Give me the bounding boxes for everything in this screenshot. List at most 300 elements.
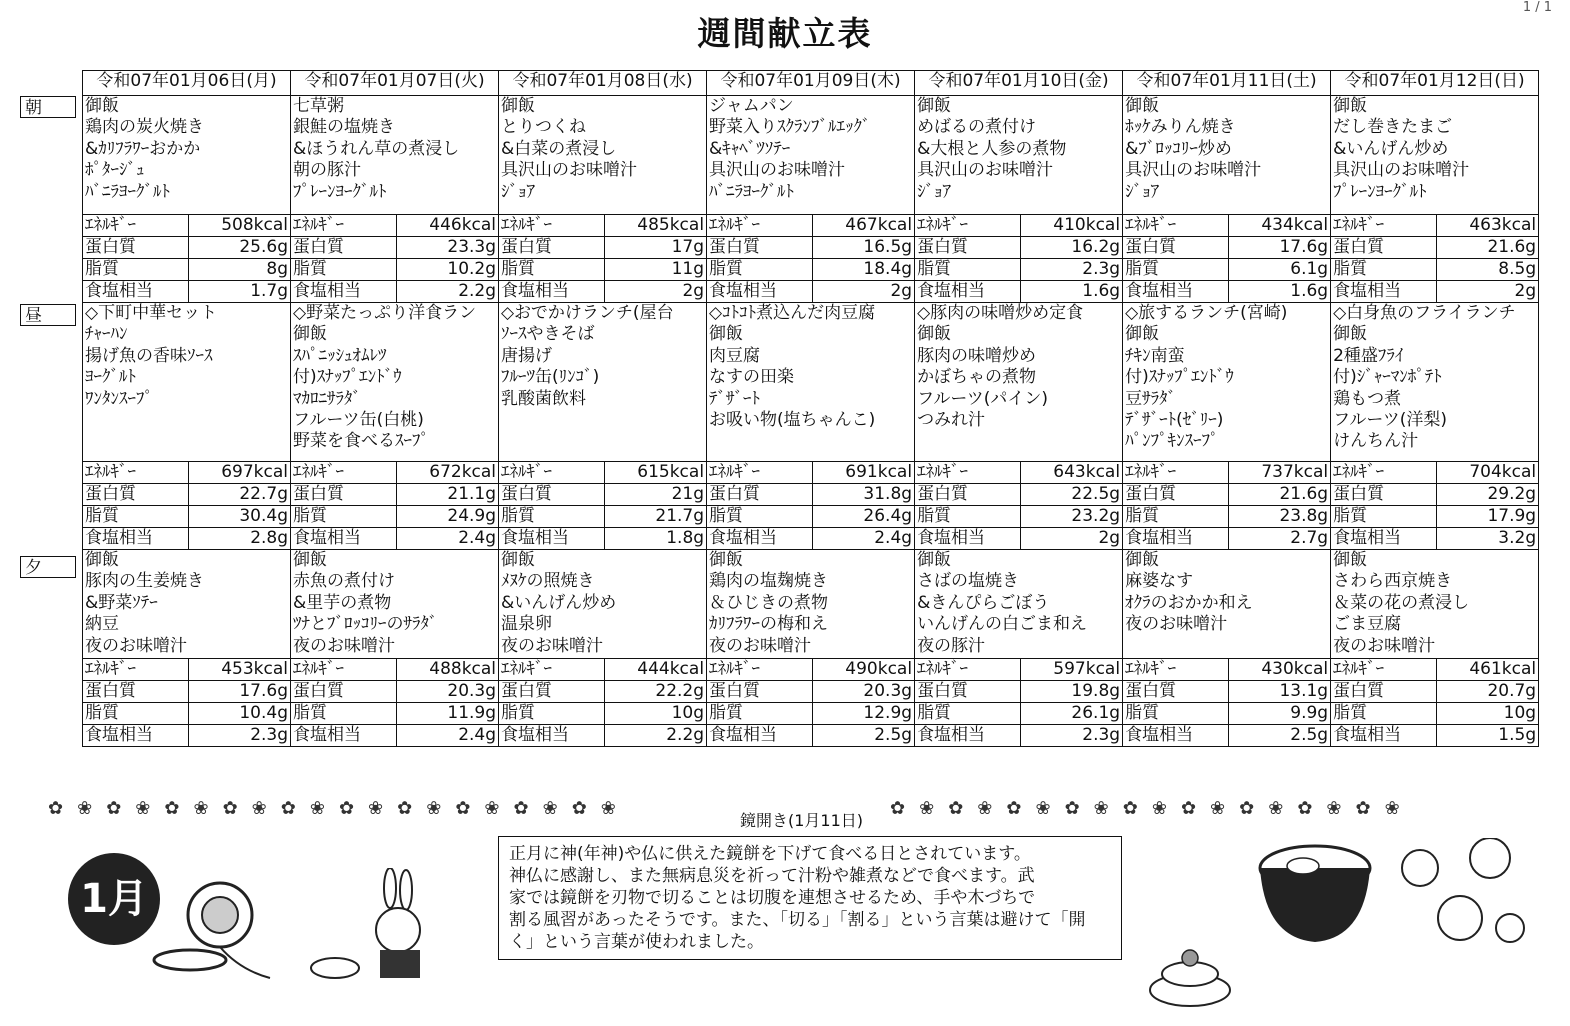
column-body: 正月に神(年神)や仏に供えた鏡餅を下げて食べる日とされています。 神仏に感謝し、また無病息災を祈って汁粉や雑煮などで食べます。武 家では鏡餅を刃物で切ることは切腹を連想させるため、手や木づちで 割る風習があったそうです。また、「切る」「割る」という言葉は避けて「開 く」という言葉が使われました。	[498, 836, 1122, 960]
salt-label: 食塩相当	[1331, 281, 1437, 303]
dish-item: ﾊﾞﾆﾗﾖｰｸﾞﾙﾄ	[709, 181, 795, 202]
flower-icon: ❀	[1151, 797, 1167, 819]
protein-label: 蛋白質	[499, 484, 605, 506]
dish-item: 御飯	[293, 324, 328, 345]
dish-item: &いんげん炒め	[501, 592, 617, 613]
protein-value: 21g	[605, 484, 707, 506]
flower-icon: ❀	[484, 797, 500, 819]
protein-label: 蛋白質	[707, 484, 813, 506]
dish-item: 野菜を食べるｽｰﾌﾟ	[293, 431, 430, 452]
fat-label: 脂質	[291, 703, 397, 725]
energy-label: ｴﾈﾙｷﾞｰ	[499, 215, 605, 237]
flower-icon: ❀	[368, 797, 384, 819]
salt-label: 食塩相当	[291, 725, 397, 747]
dish-item: ﾊﾟﾝﾌﾟｷﾝｽｰﾌﾟ	[1125, 431, 1219, 452]
menu-table	[82, 70, 1539, 747]
kagami-mochi-icon: ✿	[397, 797, 413, 819]
salt-label: 食塩相当	[707, 281, 813, 303]
meal-label-dinner: 夕	[20, 556, 76, 578]
dish-item: お吸い物(塩ちゃんこ)	[709, 409, 876, 430]
protein-label: 蛋白質	[1331, 681, 1437, 703]
dish-item: さばの塩焼き	[917, 571, 1020, 592]
salt-label: 食塩相当	[83, 725, 189, 747]
flower-icon: ❀	[1384, 797, 1400, 819]
protein-value: 20.3g	[397, 681, 499, 703]
energy-value: 410kcal	[1021, 215, 1123, 237]
fat-value: 26.1g	[1021, 703, 1123, 725]
salt-label: 食塩相当	[1123, 725, 1229, 747]
protein-value: 20.3g	[813, 681, 915, 703]
dish-item: ◇旅するランチ(宮崎)	[1125, 303, 1288, 323]
protein-value: 17.6g	[1229, 237, 1331, 259]
protein-value: 22.2g	[605, 681, 707, 703]
dish-item: 揚げ魚の香味ｿｰｽ	[85, 345, 213, 366]
salt-label: 食塩相当	[1123, 528, 1229, 550]
lunch-dishes	[1331, 303, 1539, 462]
fat-value: 10g	[1437, 703, 1539, 725]
kagami-mochi-icon: ✿	[1355, 797, 1371, 819]
flower-icon: ❀	[193, 797, 209, 819]
fat-label: 脂質	[499, 259, 605, 281]
flower-icon: ❀	[309, 797, 325, 819]
dish-item: 御飯	[917, 324, 952, 345]
flower-icon: ❀	[251, 797, 267, 819]
flower-icon: ❀	[1268, 797, 1284, 819]
dish-item: 御飯	[501, 550, 536, 570]
dish-item: フルーツ缶(白桃)	[293, 409, 424, 430]
dinner-dishes	[499, 550, 707, 659]
fat-label: 脂質	[83, 506, 189, 528]
fat-value: 26.4g	[813, 506, 915, 528]
energy-label: ｴﾈﾙｷﾞｰ	[83, 462, 189, 484]
dish-item: 銀鮭の塩焼き	[293, 117, 396, 138]
lunch-dishes	[1123, 303, 1331, 462]
protein-label: 蛋白質	[83, 681, 189, 703]
salt-label: 食塩相当	[915, 281, 1021, 303]
salt-value: 1.5g	[1437, 725, 1539, 747]
fat-label: 脂質	[291, 259, 397, 281]
dish-item: ﾃﾞｻﾞｰﾄ(ｾﾞﾘｰ)	[1125, 409, 1224, 430]
fat-value: 21.7g	[605, 506, 707, 528]
dish-item: 野菜入りｽｸﾗﾝﾌﾞﾙｴｯｸﾞ	[709, 117, 871, 138]
rabbit-illustration	[300, 868, 460, 988]
energy-value: 485kcal	[605, 215, 707, 237]
dish-item: 七草粥	[293, 96, 345, 116]
protein-label: 蛋白質	[1331, 484, 1437, 506]
dish-item: &ほうれん草の煮浸し	[293, 138, 460, 159]
flower-icon: ❀	[1093, 797, 1109, 819]
dish-item: 御飯	[85, 96, 119, 116]
fat-value: 23.2g	[1021, 506, 1123, 528]
dish-item: ﾌﾙｰﾂ缶(ﾘﾝｺﾞ)	[501, 367, 600, 388]
protein-value: 29.2g	[1437, 484, 1539, 506]
protein-label: 蛋白質	[707, 237, 813, 259]
fat-value: 8.5g	[1437, 259, 1539, 281]
kagami-mochi-icon: ✿	[1064, 797, 1080, 819]
protein-value: 16.2g	[1021, 237, 1123, 259]
salt-value: 2.7g	[1229, 528, 1331, 550]
breakfast-dishes	[83, 96, 291, 215]
fat-label: 脂質	[291, 506, 397, 528]
salt-value: 2.4g	[397, 725, 499, 747]
protein-value: 22.5g	[1021, 484, 1123, 506]
dish-item: 夜の豚汁	[917, 635, 986, 656]
breakfast-dishes	[1331, 96, 1539, 215]
date-header: 令和07年01月11日(土)	[1123, 71, 1331, 96]
salt-label: 食塩相当	[915, 725, 1021, 747]
protein-value: 21.6g	[1229, 484, 1331, 506]
dish-item: 付)ｼﾞｬｰﾏﾝﾎﾟﾃﾄ	[1333, 367, 1442, 388]
fat-value: 10.2g	[397, 259, 499, 281]
dish-item: ﾁｷﾝ南蛮	[1125, 345, 1185, 366]
dish-item: 夜のお味噌汁	[501, 635, 604, 656]
protein-label: 蛋白質	[1123, 237, 1229, 259]
salt-value: 2g	[1437, 281, 1539, 303]
fat-label: 脂質	[499, 506, 605, 528]
dish-item: ごま豆腐	[1333, 614, 1402, 635]
breakfast-dishes	[291, 96, 499, 215]
dish-item: 御飯	[293, 550, 328, 570]
dish-item: ｶﾘﾌﾗﾜｰの梅和え	[709, 614, 829, 635]
dish-item: 具沢山のお味噌汁	[709, 160, 846, 181]
energy-label: ｴﾈﾙｷﾞｰ	[83, 215, 189, 237]
dish-item: ﾖｰｸﾞﾙﾄ	[85, 367, 136, 388]
dish-item: 御飯	[1125, 96, 1160, 116]
dish-item: 納豆	[85, 614, 119, 635]
dish-item: 朝の豚汁	[293, 160, 362, 181]
fat-label: 脂質	[1331, 259, 1437, 281]
dish-item: &ﾌﾞﾛｯｺﾘｰ炒め	[1125, 138, 1232, 159]
dish-item: ｼﾞｮｱ	[917, 181, 952, 202]
kagami-mochi-icon: ✿	[164, 797, 180, 819]
kagami-mochi-icon: ✿	[455, 797, 471, 819]
dish-item: 付)ｽﾅｯﾌﾟｴﾝﾄﾞｳ	[293, 367, 402, 388]
fat-value: 12.9g	[813, 703, 915, 725]
dish-item: なすの田楽	[709, 367, 795, 388]
lunch-dishes	[707, 303, 915, 462]
dinner-dishes	[291, 550, 499, 659]
energy-value: 597kcal	[1021, 659, 1123, 681]
energy-label: ｴﾈﾙｷﾞｰ	[1331, 659, 1437, 681]
flower-icon: ❀	[977, 797, 993, 819]
dish-item: ◇豚肉の味噌炒め定食	[917, 303, 1084, 323]
decoration-row-left	[48, 788, 616, 828]
protein-value: 17g	[605, 237, 707, 259]
energy-label: ｴﾈﾙｷﾞｰ	[499, 659, 605, 681]
fat-value: 11.9g	[397, 703, 499, 725]
energy-value: 446kcal	[397, 215, 499, 237]
dish-item: 肉豆腐	[709, 345, 761, 366]
salt-label: 食塩相当	[499, 528, 605, 550]
salt-value: 1.8g	[605, 528, 707, 550]
protein-label: 蛋白質	[83, 484, 189, 506]
salt-label: 食塩相当	[707, 725, 813, 747]
energy-value: 691kcal	[813, 462, 915, 484]
salt-label: 食塩相当	[1123, 281, 1229, 303]
fat-label: 脂質	[1331, 506, 1437, 528]
date-header: 令和07年01月10日(金)	[915, 71, 1123, 96]
fat-label: 脂質	[915, 259, 1021, 281]
breakfast-dishes	[915, 96, 1123, 215]
kagami-mochi-icon: ✿	[1006, 797, 1022, 819]
date-header: 令和07年01月08日(水)	[499, 71, 707, 96]
protein-value: 31.8g	[813, 484, 915, 506]
energy-value: 490kcal	[813, 659, 915, 681]
dish-item: 2種盛ﾌﾗｲ	[1333, 345, 1404, 366]
energy-value: 488kcal	[397, 659, 499, 681]
dish-item: 鶏もつ煮	[1333, 388, 1402, 409]
dish-item: ◇ｺﾄｺﾄ煮込んだ肉豆腐	[709, 303, 876, 323]
dish-item: とりつくね	[501, 117, 587, 138]
protein-value: 25.6g	[189, 237, 291, 259]
page-number: 1 / 1	[1522, 0, 1552, 15]
protein-label: 蛋白質	[1123, 681, 1229, 703]
dish-item: 豆ｻﾗﾀﾞ	[1125, 388, 1177, 409]
dish-item: ﾁｬｰﾊﾝ	[85, 324, 128, 345]
salt-label: 食塩相当	[1331, 528, 1437, 550]
kagami-mochi-illustration	[1140, 940, 1240, 1020]
energy-value: 697kcal	[189, 462, 291, 484]
dish-item: ◇野菜たっぷり洋食ラン	[293, 303, 477, 323]
kagami-mochi-icon: ✿	[948, 797, 964, 819]
energy-label: ｴﾈﾙｷﾞｰ	[1331, 215, 1437, 237]
energy-value: 508kcal	[189, 215, 291, 237]
protein-label: 蛋白質	[291, 484, 397, 506]
salt-value: 2g	[813, 281, 915, 303]
flower-icon: ❀	[1326, 797, 1342, 819]
fat-label: 脂質	[915, 703, 1021, 725]
kagami-mochi-icon: ✿	[1180, 797, 1197, 819]
protein-value: 19.8g	[1021, 681, 1123, 703]
kagami-mochi-icon: ✿	[1122, 797, 1138, 819]
decoration-row-right	[890, 788, 1400, 828]
dish-item: ﾂﾅとﾌﾞﾛｯｺﾘｰのｻﾗﾀﾞ	[293, 614, 438, 635]
column-heading: 鏡開き(1月11日)	[740, 811, 864, 830]
dish-item: 御飯	[501, 96, 536, 116]
lunch-dishes	[499, 303, 707, 462]
salt-label: 食塩相当	[915, 528, 1021, 550]
dish-item: ｿｰｽやきそば	[501, 324, 595, 345]
dish-item: 豚肉の味噌炒め	[917, 345, 1037, 366]
kagami-mochi-icon: ✿	[1239, 797, 1255, 819]
dish-item: 夜のお味噌汁	[709, 635, 812, 656]
dish-item: だし巻きたまご	[1333, 117, 1453, 138]
dish-item: ﾊﾞﾆﾗﾖｰｸﾞﾙﾄ	[85, 181, 170, 202]
fat-label: 脂質	[1123, 259, 1229, 281]
protein-label: 蛋白質	[291, 681, 397, 703]
energy-label: ｴﾈﾙｷﾞｰ	[83, 659, 189, 681]
dish-item: 御飯	[709, 550, 744, 570]
energy-value: 467kcal	[813, 215, 915, 237]
salt-label: 食塩相当	[499, 281, 605, 303]
energy-value: 434kcal	[1229, 215, 1331, 237]
dinner-dishes	[1123, 550, 1331, 659]
dinner-dishes	[1331, 550, 1539, 659]
dish-item: 御飯	[1333, 550, 1368, 570]
salt-value: 1.6g	[1229, 281, 1331, 303]
dish-item: 夜のお味噌汁	[1333, 635, 1436, 656]
protein-label: 蛋白質	[1123, 484, 1229, 506]
dinner-dishes	[915, 550, 1123, 659]
dish-item: 具沢山のお味噌汁	[1333, 160, 1470, 181]
protein-value: 21.1g	[397, 484, 499, 506]
energy-label: ｴﾈﾙｷﾞｰ	[915, 659, 1021, 681]
fat-label: 脂質	[707, 506, 813, 528]
dish-item: 御飯	[917, 550, 952, 570]
dish-item: 御飯	[1333, 96, 1368, 116]
dish-item: つみれ汁	[917, 409, 986, 430]
dish-item: フルーツ(パイン)	[917, 388, 1048, 409]
flower-icon: ❀	[542, 797, 558, 819]
dish-item: 具沢山のお味噌汁	[501, 160, 638, 181]
protein-label: 蛋白質	[707, 681, 813, 703]
lunch-dishes	[291, 303, 499, 462]
protein-label: 蛋白質	[499, 237, 605, 259]
dish-item: 御飯	[917, 96, 952, 116]
dish-item: &ｶﾘﾌﾗﾜｰおかか	[85, 138, 201, 159]
dish-item: ﾎｯｹみりん焼き	[1125, 117, 1236, 138]
lunch-dishes	[83, 303, 291, 462]
protein-value: 21.6g	[1437, 237, 1539, 259]
dish-item: &野菜ｿﾃｰ	[85, 592, 158, 613]
kagami-mochi-icon: ✿	[48, 797, 64, 819]
dish-item: めばるの煮付け	[917, 117, 1037, 138]
dish-item: ﾒﾇｹの照焼き	[501, 571, 595, 592]
salt-value: 2.3g	[189, 725, 291, 747]
salt-value: 2.4g	[813, 528, 915, 550]
dish-item: ﾎﾟﾀｰｼﾞｭ	[85, 160, 145, 181]
fat-value: 17.9g	[1437, 506, 1539, 528]
fat-value: 18.4g	[813, 259, 915, 281]
dish-item: 具沢山のお味噌汁	[917, 160, 1054, 181]
fat-label: 脂質	[915, 506, 1021, 528]
fat-value: 23.8g	[1229, 506, 1331, 528]
energy-value: 672kcal	[397, 462, 499, 484]
fat-value: 6.1g	[1229, 259, 1331, 281]
dish-item: &里芋の煮物	[293, 592, 392, 613]
ozoni-bowl-illustration	[1255, 838, 1375, 948]
dish-item: けんちん汁	[1333, 431, 1419, 452]
protein-value: 20.7g	[1437, 681, 1539, 703]
energy-value: 704kcal	[1437, 462, 1539, 484]
protein-label: 蛋白質	[915, 237, 1021, 259]
energy-value: 430kcal	[1229, 659, 1331, 681]
protein-label: 蛋白質	[915, 484, 1021, 506]
date-header: 令和07年01月07日(火)	[291, 71, 499, 96]
protein-value: 22.7g	[189, 484, 291, 506]
dish-item: 豚肉の生姜焼き	[85, 571, 204, 592]
date-header: 令和07年01月09日(木)	[707, 71, 915, 96]
protein-value: 23.3g	[397, 237, 499, 259]
salt-value: 2.8g	[189, 528, 291, 550]
protein-label: 蛋白質	[1331, 237, 1437, 259]
salt-value: 2.3g	[1021, 725, 1123, 747]
dish-item: 乳酸菌飲料	[501, 388, 587, 409]
breakfast-dishes	[499, 96, 707, 215]
date-header: 令和07年01月12日(日)	[1331, 71, 1539, 96]
energy-value: 643kcal	[1021, 462, 1123, 484]
protein-label: 蛋白質	[915, 681, 1021, 703]
fat-label: 脂質	[707, 703, 813, 725]
energy-label: ｴﾈﾙｷﾞｰ	[1123, 215, 1229, 237]
fat-label: 脂質	[83, 703, 189, 725]
dish-item: 御飯	[1125, 550, 1160, 570]
kagami-mochi-icon: ✿	[890, 797, 906, 819]
dish-item: さわら西京焼き	[1333, 571, 1453, 592]
dish-item: ジャムパン	[709, 96, 794, 116]
salt-label: 食塩相当	[499, 725, 605, 747]
salt-label: 食塩相当	[83, 528, 189, 550]
salt-value: 3.2g	[1437, 528, 1539, 550]
salt-label: 食塩相当	[1331, 725, 1437, 747]
dish-item: いんげんの白ごま和え	[917, 614, 1088, 635]
fat-value: 24.9g	[397, 506, 499, 528]
dish-item: ＆ひじきの煮物	[709, 592, 829, 613]
kagami-mochi-icon: ✿	[280, 797, 296, 819]
protein-value: 13.1g	[1229, 681, 1331, 703]
energy-value: 615kcal	[605, 462, 707, 484]
dish-item: ﾜﾝﾀﾝｽｰﾌﾟ	[85, 388, 153, 409]
dish-item: 温泉卵	[501, 614, 553, 635]
dish-item: 御飯	[709, 324, 744, 345]
flower-icon: ❀	[600, 797, 616, 819]
kagami-mochi-icon: ✿	[222, 797, 238, 819]
fat-value: 30.4g	[189, 506, 291, 528]
fat-label: 脂質	[499, 703, 605, 725]
energy-label: ｴﾈﾙｷﾞｰ	[707, 659, 813, 681]
kagami-mochi-icon: ✿	[106, 797, 122, 819]
dish-item: ｽﾊﾟﾆｯｼｭｵﾑﾚﾂ	[293, 345, 387, 366]
fat-label: 脂質	[1123, 703, 1229, 725]
fat-value: 9.9g	[1229, 703, 1331, 725]
kendama-illustration	[150, 860, 290, 990]
kagami-mochi-icon: ✿	[571, 797, 587, 819]
flower-icon: ❀	[426, 797, 442, 819]
dish-item: フルーツ(洋梨)	[1333, 409, 1447, 430]
dish-item: &白菜の煮浸し	[501, 138, 617, 159]
energy-label: ｴﾈﾙｷﾞｰ	[915, 215, 1021, 237]
dish-item: ＆菜の花の煮浸し	[1333, 592, 1470, 613]
flower-icon: ❀	[1035, 797, 1051, 819]
fat-label: 脂質	[707, 259, 813, 281]
dish-item: ｼﾞｮｱ	[1125, 181, 1160, 202]
dinner-dishes	[707, 550, 915, 659]
energy-label: ｴﾈﾙｷﾞｰ	[915, 462, 1021, 484]
meal-label-lunch: 昼	[20, 304, 76, 326]
dish-item: 夜のお味噌汁	[1125, 614, 1228, 635]
salt-value: 2.4g	[397, 528, 499, 550]
dish-item: ｼﾞｮｱ	[501, 181, 536, 202]
fat-label: 脂質	[83, 259, 189, 281]
dish-item: 夜のお味噌汁	[85, 635, 187, 656]
fat-label: 脂質	[1331, 703, 1437, 725]
salt-value: 1.6g	[1021, 281, 1123, 303]
dish-item: ◇下町中華セット	[85, 303, 218, 323]
salt-value: 2g	[1021, 528, 1123, 550]
dish-item: 御飯	[1333, 324, 1368, 345]
fat-value: 2.3g	[1021, 259, 1123, 281]
dish-item: ﾌﾟﾚｰﾝﾖｰｸﾞﾙﾄ	[1333, 181, 1427, 202]
dish-item: 鶏肉の炭火焼き	[85, 117, 204, 138]
protein-value: 17.6g	[189, 681, 291, 703]
protein-value: 16.5g	[813, 237, 915, 259]
breakfast-dishes	[707, 96, 915, 215]
fat-value: 8g	[189, 259, 291, 281]
protein-label: 蛋白質	[291, 237, 397, 259]
fat-value: 10.4g	[189, 703, 291, 725]
energy-label: ｴﾈﾙｷﾞｰ	[1123, 462, 1229, 484]
energy-label: ｴﾈﾙｷﾞｰ	[499, 462, 605, 484]
